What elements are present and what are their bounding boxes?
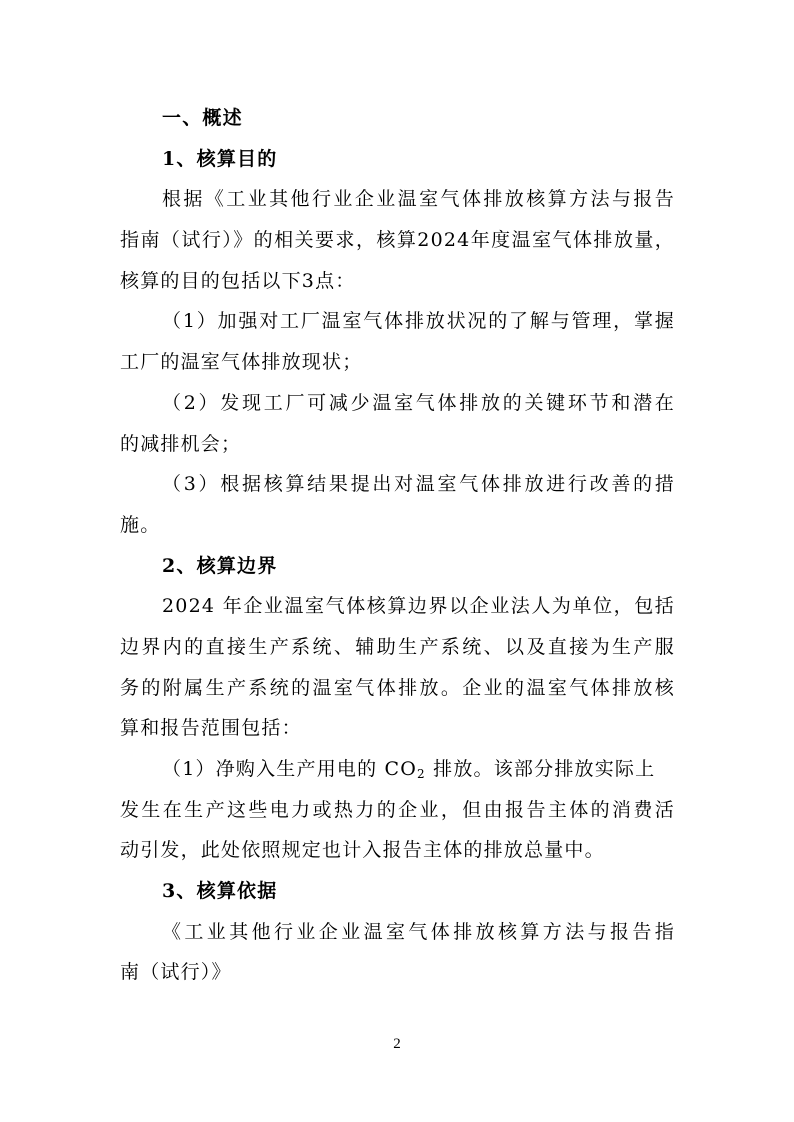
list-item-line: （3）根据核算结果提出对温室气体排放进行改善的措 — [162, 473, 675, 496]
paragraph-line: 2024 年企业温室气体核算边界以企业法人为单位，包括 — [162, 595, 675, 618]
list-item-line-co2 — [120, 749, 675, 790]
list-item-line: （1）加强对工厂温室气体排放状况的了解与管理，掌握 — [162, 310, 675, 333]
paragraph-line: 核算的目的包括以下3点： — [120, 269, 356, 292]
list-item-line: 施。 — [120, 513, 161, 536]
paragraph-line: 根据《工业其他行业企业温室气体排放核算方法与报告 — [162, 188, 675, 211]
co2-subscript: 2 — [417, 767, 426, 781]
list-item-line: 发生在生产这些电力或热力的企业，但由报告主体的消费活 — [120, 798, 675, 821]
paragraph-line: 算和报告范围包括： — [120, 717, 302, 740]
subsection-heading-boundary: 2、核算边界 — [162, 554, 278, 577]
list-item-line: 的减排机会； — [120, 432, 242, 455]
list-item-line: 工厂的温室气体排放现状； — [120, 351, 363, 374]
paragraph-line: 《工业其他行业企业温室气体排放核算方法与报告指 — [162, 920, 675, 943]
co2-prefix: （1）净购入生产用电的 CO — [162, 758, 418, 780]
list-item-line: 动引发，此处依照规定也计入报告主体的排放总量中。 — [120, 839, 605, 862]
paragraph-line: 指南（试行）》的相关要求，核算2024年度温室气体排放量， — [120, 229, 675, 252]
paragraph-line: 边界内的直接生产系统、辅助生产系统、以及直接为生产服 — [120, 635, 675, 658]
paragraph-line: 南（试行）》 — [120, 961, 232, 984]
document-body — [120, 98, 675, 993]
paragraph-line: 务的附属生产系统的温室气体排放。企业的温室气体排放核 — [120, 676, 675, 699]
subsection-heading-basis: 3、核算依据 — [162, 880, 278, 903]
subsection-heading-purpose: 1、核算目的 — [162, 147, 278, 170]
page-number: 2 — [393, 1036, 401, 1052]
list-item-line: （2）发现工厂可减少温室气体排放的关键环节和潜在 — [162, 391, 675, 414]
co2-suffix: 排放。该部分排放实际上 — [425, 758, 656, 780]
section-heading-overview: 一、概述 — [162, 107, 243, 129]
